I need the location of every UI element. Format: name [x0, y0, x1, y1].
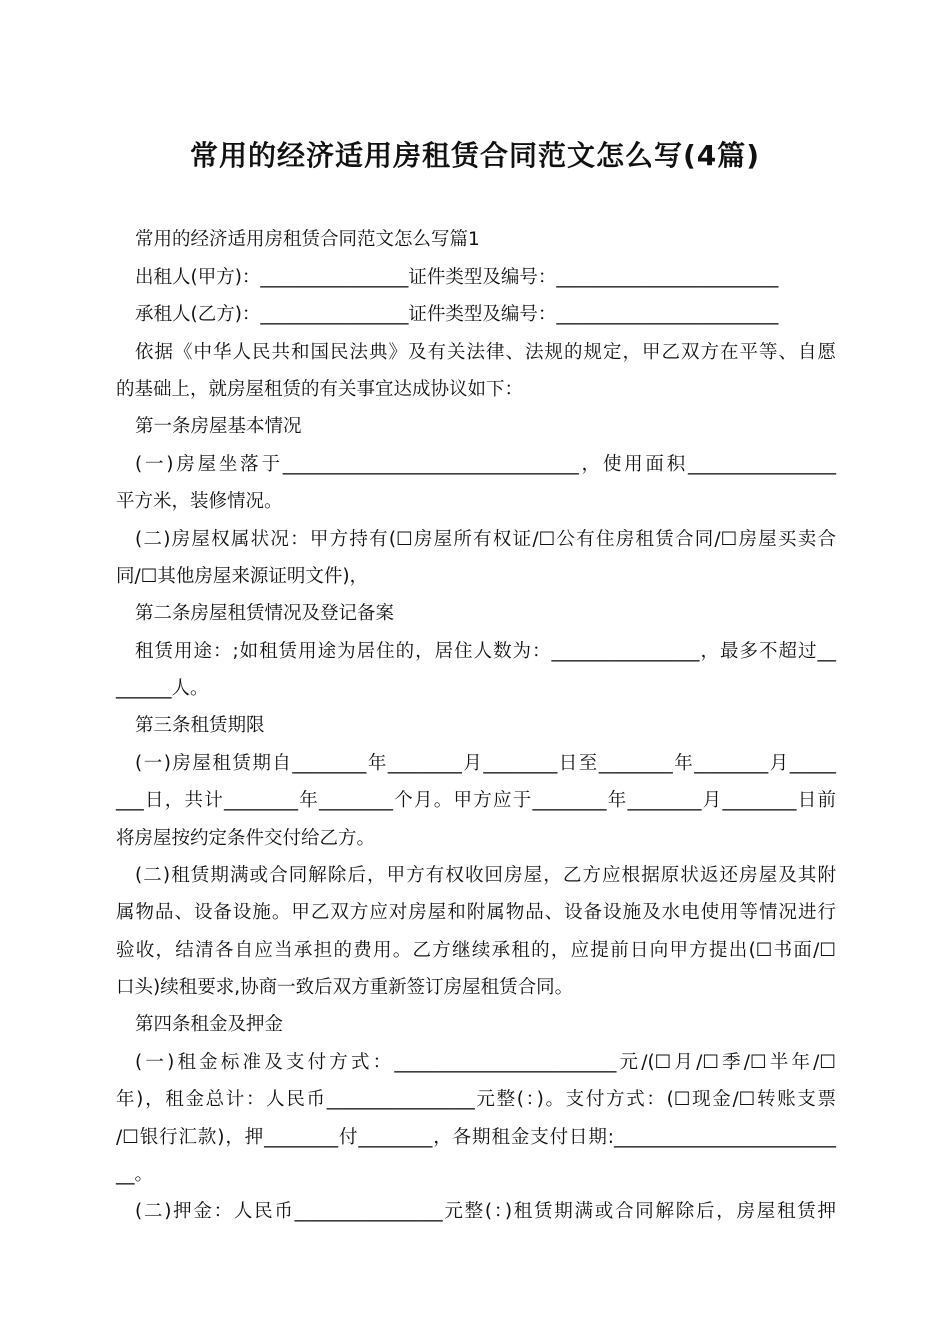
paragraph-line: 验收，结清各自应当承担的费用。乙方继续承租的，应提前日向甲方提出(☐书面/☐	[116, 940, 836, 961]
paragraph-line: 将房屋按约定条件交付给乙方。	[116, 828, 376, 849]
paragraph-line: /☐银行汇款)，押________付________，各期租金支付日期:________________________	[116, 1127, 836, 1148]
paragraph-line: 依据《中华人民共和国民法典》及有关法律、法规的规定，甲乙双方在平等、自愿	[135, 342, 836, 363]
paragraph-line: __。	[116, 1164, 154, 1185]
paragraph-line: ___日，共计________年________个月。甲方应于________年________月________日前	[116, 790, 836, 811]
paragraph-line: ______人。	[116, 678, 209, 699]
paragraph-line: (二)房屋权属状况：甲方持有(☐房屋所有权证/☐公有住房租赁合同/☐房屋买卖合	[135, 529, 836, 550]
article-heading: 第二条房屋租赁情况及登记备案	[135, 603, 395, 624]
paragraph-line: (一)房屋坐落于________________________________，使用面积________________	[135, 454, 836, 475]
section-heading: 常用的经济适用房租赁合同范文怎么写篇1	[135, 229, 480, 250]
paragraph-line: (一)租金标准及支付方式：________________________元/(☐月/☐季/☐半年/☐	[135, 1052, 836, 1073]
article-heading: 第四条租金及押金	[135, 1014, 284, 1035]
paragraph-line: 租赁用途：;如租赁用途为居住的，居住人数为：________________，最多不超过__	[135, 641, 836, 662]
paragraph-line: (二)押金：人民币________________元整(：)租赁期满或合同解除后，房屋租赁押	[135, 1201, 836, 1222]
paragraph-line: 年)，租金总计：人民币________________元整(：)。支付方式：(☐现金/☐转账支票	[116, 1089, 836, 1110]
article-heading: 第三条租赁期限	[135, 715, 265, 736]
lessor-field-line: 出租人(甲方)：________________证件类型及编号：________________________	[135, 267, 779, 288]
paragraph-line: 口头)续租要求,协商一致后双方重新签订房屋租赁合同。	[116, 977, 574, 998]
document-title: 常用的经济适用房租赁合同范文怎么写(4篇)	[189, 139, 761, 172]
paragraph-line: (二)租赁期满或合同解除后，甲方有权收回房屋，乙方应根据原状返还房屋及其附	[135, 865, 836, 886]
article-heading: 第一条房屋基本情况	[135, 416, 302, 437]
lessee-field-line: 承租人(乙方)：________________证件类型及编号：________________________	[135, 304, 779, 325]
paragraph-line: 平方米，装修情况。	[116, 491, 283, 512]
paragraph-line: 属物品、设备设施。甲乙双方应对房屋和附属物品、设备设施及水电使用等情况进行	[116, 902, 836, 923]
paragraph-line: 的基础上，就房屋租赁的有关事宜达成协议如下：	[116, 379, 524, 400]
paragraph-line: (一)房屋租赁期自________年________月________日至________年________月_____	[135, 753, 836, 774]
paragraph-line: 同/☐其他房屋来源证明文件)，	[116, 566, 369, 587]
